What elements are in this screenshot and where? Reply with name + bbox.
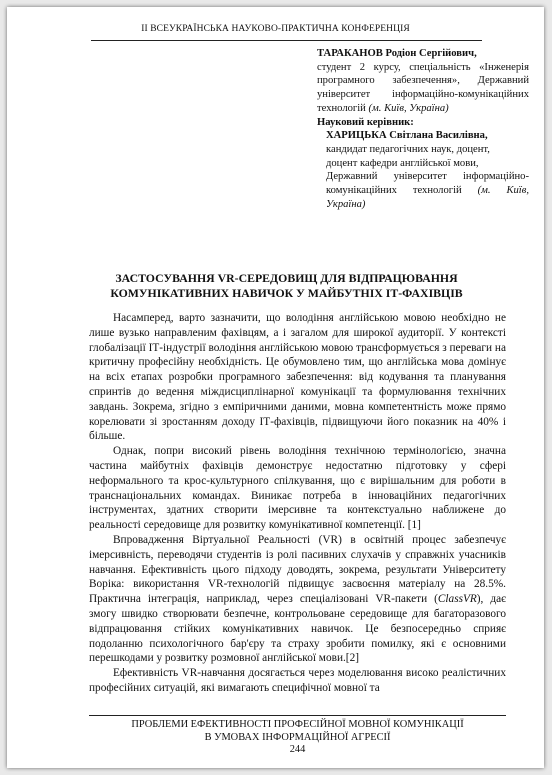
paragraph-text: Однак, попри високий рівень володіння технічною термінологією, значна частина майбутніх фахівців демонструє недостатню підготовку у сфері неформального та крос-культурного спілкування, що є вирішальним для роботи в транснаціональних командах. Виникає потреба в інноваційних педагогічних інструментах, здатних створити імерсивне та контекстуально наближене до реальності середовище для розвитку комунікативної компетенції. [1] [89,445,506,532]
running-footer [89,719,506,757]
supervisor-location: (м. Київ, Україна) [326,185,529,210]
paragraph: Насамперед, варто зазначити, що володіння англійською мовою необхідно не лише вузько направленим фахівцям, а і загалом для широкої аудиторії. У контексті глобалізації ІТ-індустрії володіння англійською мовою трансформується з переваги на критичну професійну необхідність. Це обумовлено тим, що англійська мова домінує на всіх етапах розробки програмного забезпечення: від кодування та планування спринтів до ведення міждисциплінарної комунікації та формулювання технічних завдань. Зокрема, згідно з емпіричними даними, мовна компетентність може прямо корелювати зі зростанням доходу ІТ-фахівців, підвищуючи його показник на 40% і більше. [89,312,506,443]
paragraph-text: ), дає змогу швидко створювати безпечне, контрольоване середовище для багаторазового відпрацювання стійких комунікативних навичок. Це безпосередньо сприяє подоланню психологічного бар'єру та страху зробити помилку, які є основними перешкодами у розвитку розмовної англійської мови.[2] [89,593,506,665]
supervisor-label: Науковий керівник: [317,116,414,128]
supervisor-line: доцент кафедри англійської мови, [326,157,479,169]
header-rule [91,40,482,41]
author-location: (м. Київ, Україна) [368,102,449,114]
footer-rule [89,715,506,716]
author-entry [317,47,529,116]
paragraph-text: Впровадження Віртуальної Реальності (VR) в освітній процес забезпечує імерсивність, переводячи студентів із ролі пасивних слухачів у справжніх учасників навчання. Ефективність цього підходу доводять, зокрема, результати Університету Воріка: використання VR-технологій підвищує засвоєння матеріалу на 28.5%. Практична інтеграція, наприклад, через спеціалізовані VR-пакети ( [89,533,506,606]
supervisor-line: кандидат педагогічних наук, доцент, [326,143,490,155]
article-body [89,311,506,696]
footer-line: ПРОБЛЕМИ ЕФЕКТИВНОСТІ ПРОФЕСІЙНОЇ МОВНОЇ КОМУНІКАЦІЇ [131,719,464,730]
author-description: студент 2 курсу, спеціальність «Інженерія програмного забезпечення», Державний університет інформаційно-комунікаційних технологій [317,61,529,114]
product-name: ClassVR [437,593,477,606]
author-block [317,47,529,211]
paragraph [89,533,506,666]
running-header: ІІ ВСЕУКРАЇНСЬКА НАУКОВО-ПРАКТИЧНА КОНФЕРЕНЦІЯ [141,24,410,34]
supervisor-line: Державний університет інформаційно-комунікаційних технологій [326,171,529,197]
paragraph [89,444,506,533]
page-number: 244 [289,744,306,756]
document-page [7,7,544,768]
supervisor-name: ХАРИЦЬКА Світлана Василівна, [326,130,488,142]
paragraph: Ефективність VR-навчання досягається через моделювання високо реалістичних професійних ситуацій, які вимагають специфічної мовної та [89,667,506,694]
footer-line: В УМОВАХ ІНФОРМАЦІЙНОЇ АГРЕСІЇ [204,731,391,743]
supervisor-entry [317,129,529,211]
article-title: ЗАСТОСУВАННЯ VR-СЕРЕДОВИЩ ДЛЯ ВІДПРАЦЮВАННЯ КОМУНІКАТИВНИХ НАВИЧОК У МАЙБУТНІХ ІТ-ФАХІВЦІВ [110,271,463,300]
author-name: ТАРАКАНОВ Родіон Сергійович, [317,48,477,59]
